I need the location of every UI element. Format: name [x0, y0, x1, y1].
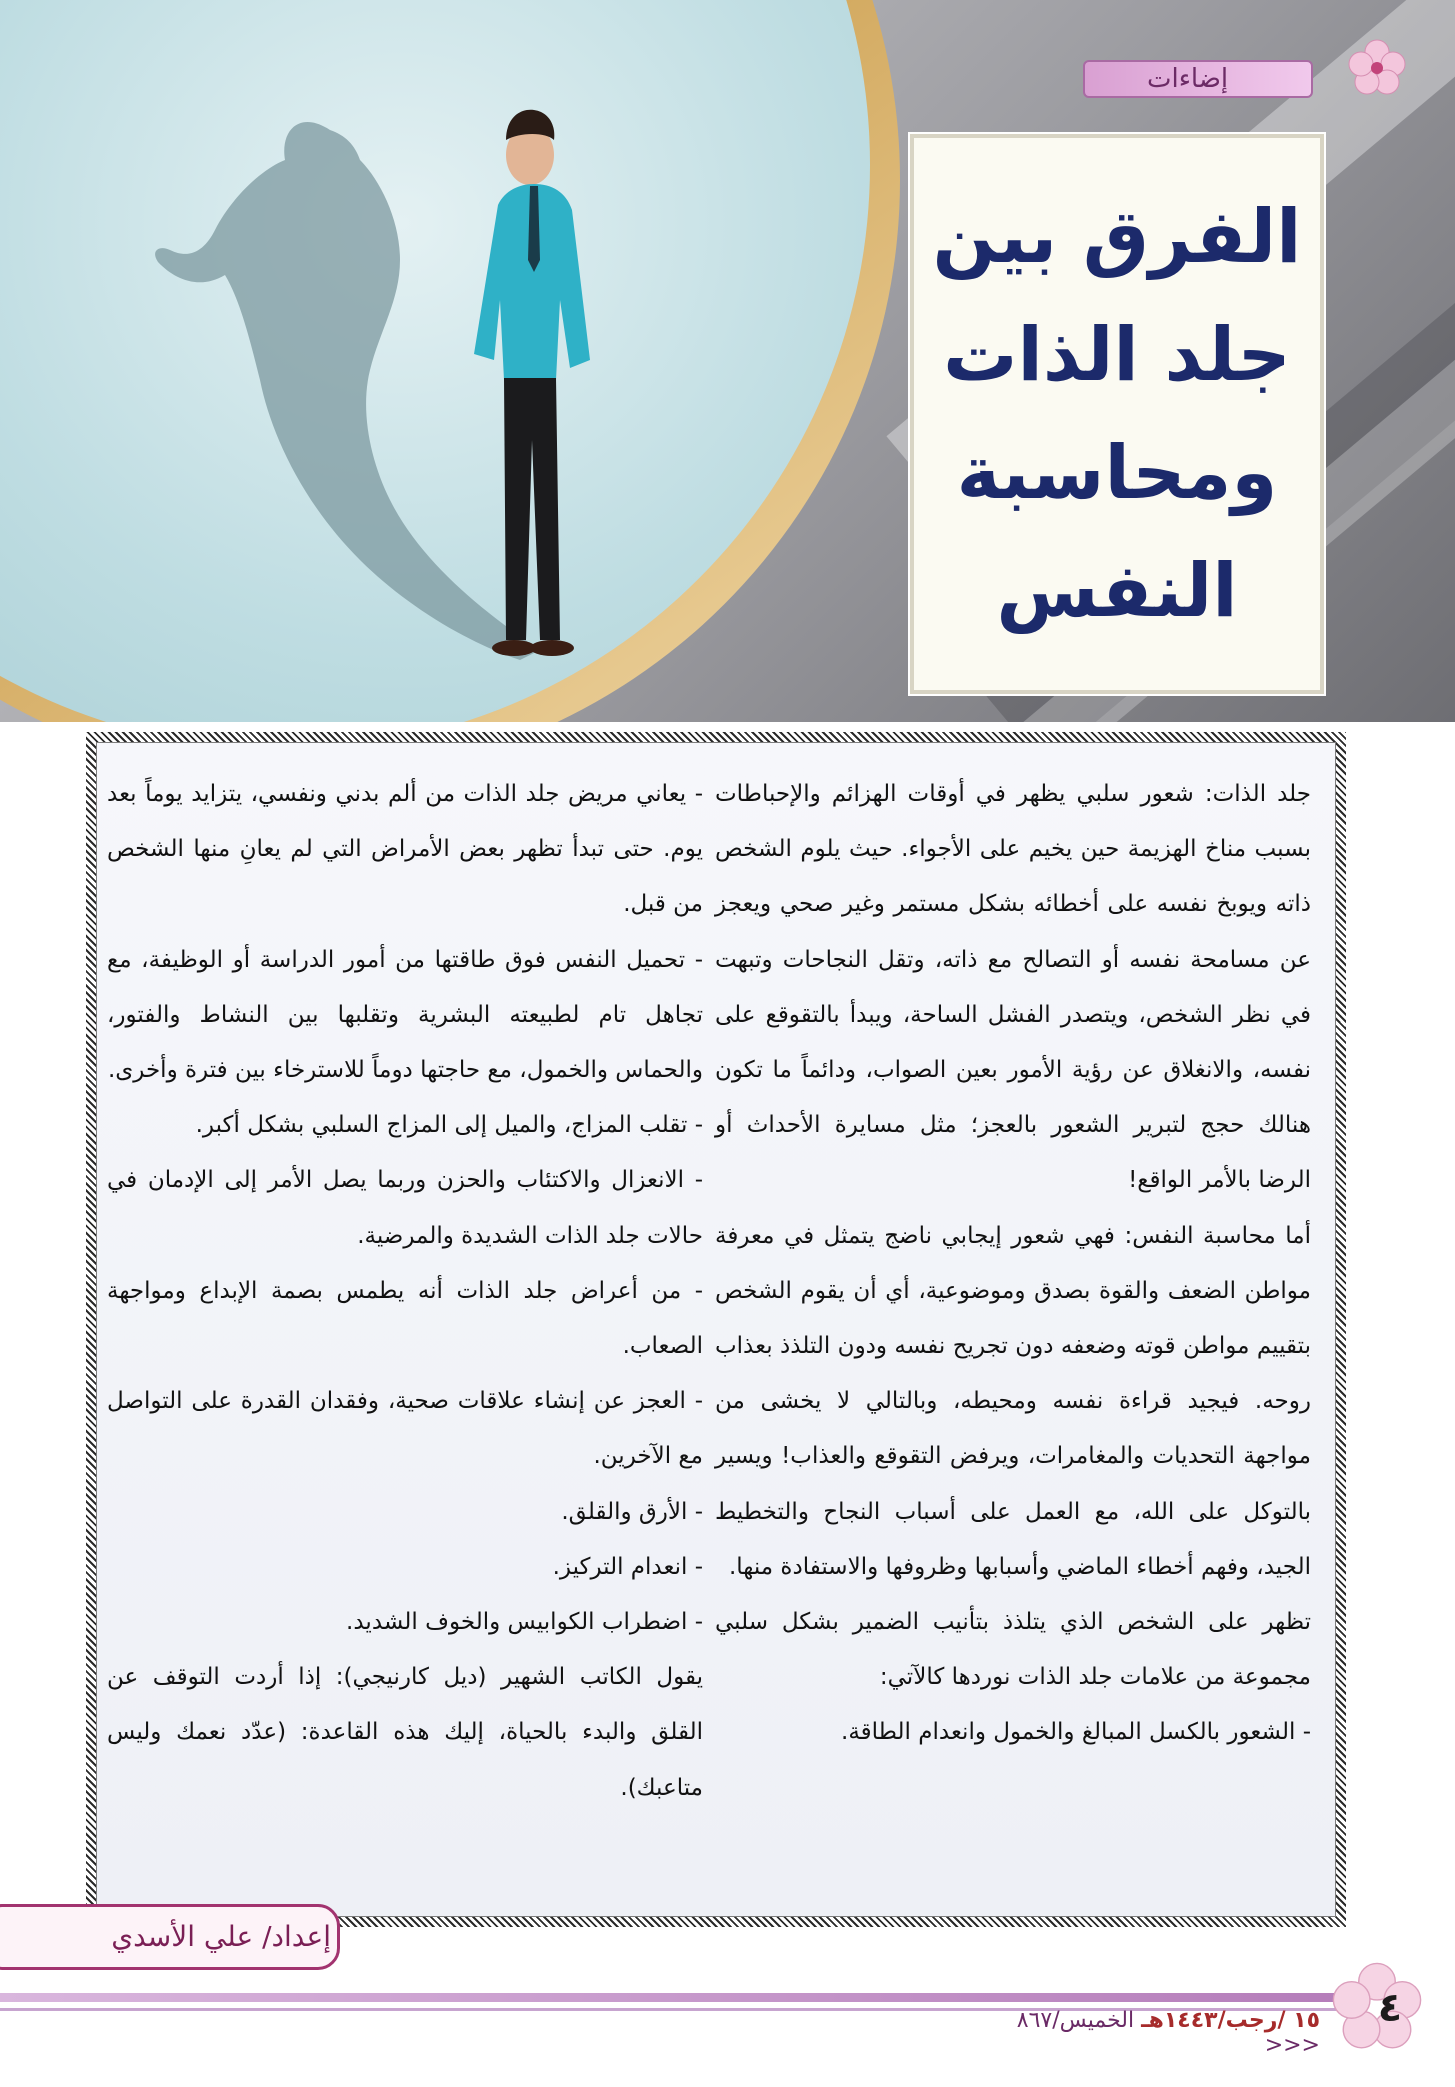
hero-banner [0, 0, 1455, 722]
article-inner [96, 742, 1336, 1917]
paragraph: يقول الكاتب الشهير (ديل كارنيجي): إذا أردت التوقف عن القلق والبدء بالحياة، إليك هذه القاعدة: (عدّد نعمك وليس متاعبك). [107, 1664, 703, 1801]
paragraph: تظهر على الشخص الذي يتلذذ بتأنيب الضمير بشكل سلبي مجموعة من علامات جلد الذات نوردها كالآتي: [715, 1609, 1311, 1691]
footer-issue: الخميس/٨٦٧ >>> [1016, 2008, 1320, 2058]
paragraph: - يعاني مريض جلد الذات من ألم بدني ونفسي، يتزايد يوماً بعد يوم. حتى تبدأ تظهر بعض الأمراض التي لم يعانِ منها الشخص من قبل. [107, 781, 703, 918]
footer-date: ١٥ /رجب/١٤٤٣هـ [1141, 2008, 1320, 2033]
title-line: ومحاسبة [956, 430, 1278, 516]
paragraph: - تحميل النفس فوق طاقتها من أمور الدراسة أو الوظيفة، مع تجاهل تام لطبيعته البشرية وتقلبها بين النشاط والفتور، والحماس والخمول، مع حاجتها دوماً للاسترخاء بين فترة وأخرى. [107, 946, 703, 1084]
hero-photo [0, 0, 870, 722]
footer-divider [0, 1993, 1345, 2002]
paragraph: جلد الذات: شعور سلبي يظهر في أوقات الهزائم والإحباطات بسبب مناخ الهزيمة حين يخيم على الأجواء. حيث يلوم الشخص ذاته ويوبخ نفسه على أخطائه بشكل مستمر وغير صحي ويعجز عن مسامحة نفسه أو التصالح مع ذاته، وتقل النجاحات وتبهت في نظر الشخص، ويتصدر الفشل الساحة، ويبدأ بالتقوقع على نفسه، والانغلاق عن رؤية الأمور بعين الصواب، ودائماً ما تكون هنالك حجج لتبرير الشعور بالعجز؛ مثل مسايرة الأحداث أو الرضا بالأمر الواقع! [715, 781, 1311, 1194]
footer-issue-date [960, 2008, 1320, 2058]
paragraph: - الانعزال والاكتئاب والحزن وربما يصل الأمر إلى الإدمان في حالات جلد الذات الشديدة والمرضية. [107, 1167, 703, 1249]
paragraph: - الشعور بالكسل المبالغ والخمول وانعدام الطاقة. [841, 1719, 1311, 1746]
title-box [910, 134, 1324, 694]
section-label: إضاءات [1147, 64, 1229, 94]
paragraph: - الأرق والقلق. [561, 1498, 703, 1525]
paragraph: أما محاسبة النفس: فهي شعور إيجابي ناضج يتمثل في معرفة مواطن الضعف والقوة بصدق وموضوعية، أي أن يقوم الشخص بتقييم مواطن قوته وضعفه دون تجريح نفسه ودون التلذذ بعذاب روحه. فيجيد قراءة نفسه ومحيطه، وبالتالي لا يخشى من مواجهة التحديات والمغامرات، ويرفض التقوقع والعذاب! ويسير بالتوكل على الله، مع العمل على أسباب النجاح والتخطيط الجيد، وفهم أخطاء الماضي وأسبابها وظروفها والاستفادة منها. [715, 1222, 1311, 1580]
paragraph: - من أعراض جلد الذات أنه يطمس بصمة الإبداع ومواجهة الصعاب. [107, 1277, 703, 1360]
article-column-left [107, 767, 703, 1816]
man-with-shadow-illustration [0, 0, 700, 720]
flower-icon [1345, 36, 1409, 100]
article-column-right [715, 767, 1311, 1761]
paragraph: - اضطراب الكوابيس والخوف الشديد. [346, 1609, 703, 1636]
article-box [86, 732, 1346, 1927]
title-line: النفس [996, 548, 1238, 634]
page-title [914, 178, 1320, 650]
title-line: الفرق بين [932, 194, 1302, 280]
title-line: جلد الذات [943, 312, 1291, 398]
page-number: ٤ [1377, 1985, 1403, 2031]
paragraph: - انعدام التركيز. [552, 1553, 703, 1580]
paragraph: - تقلب المزاج، والميل إلى المزاج السلبي بشكل أكبر. [195, 1112, 703, 1139]
photo-gold-ring [0, 0, 900, 722]
section-tag [1083, 60, 1313, 98]
author-credit: إعداد/ علي الأسدي [0, 1904, 340, 1970]
paragraph: - العجز عن إنشاء علاقات صحية، وفقدان القدرة على التواصل مع الآخرين. [107, 1388, 703, 1470]
